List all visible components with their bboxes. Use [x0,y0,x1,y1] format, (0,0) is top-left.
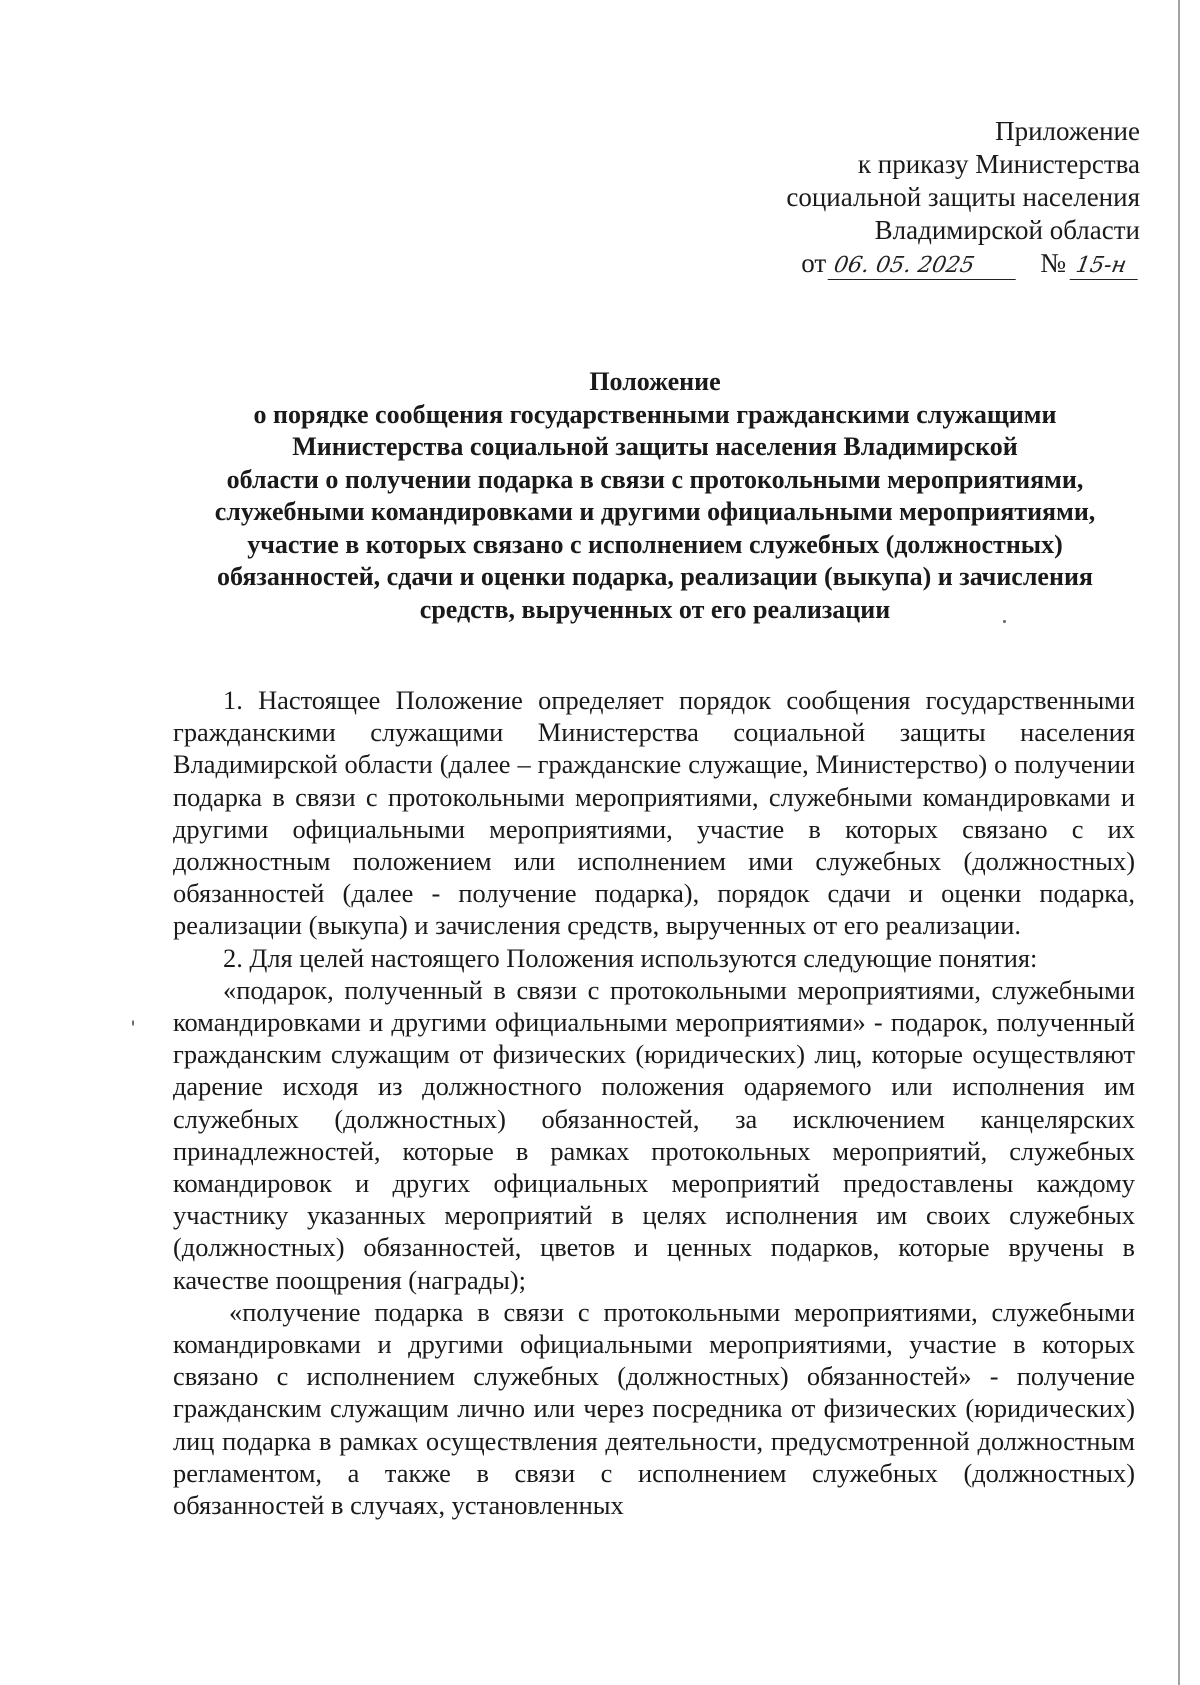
definition-receiving-gift: «получение подарка в связи с протокольными мероприятиями, служебными командировками и другими официальными мероприятиями, участие в которых связано с исполнением служебных (должностных) обязанностей» - получение гражданским служащим лично или через посредника от физических (юридических) лиц подарка в рамках осуществления деятельности, предусмотренной должностным регламентом, а также в связи с исполнением служебных (должностных) обязанностей в случаях, установленных [173,1296,1135,1521]
date-prefix: от [801,248,827,278]
scan-edge [1178,0,1180,1685]
paragraph-1: 1. Настоящее Положение определяет порядок сообщения государственными гражданскими служащими Министерства социальной защиты населения Владимирской области (далее – гражданские служащие, Министерство) о получении подарка в связи с протокольными мероприятиями, служебными командировками и другими официальными мероприятиями, участие в которых связано с их должностным положением или исполнением ими служебных (должностных) обязанностей (далее - получение подарка), порядок сдачи и оценки подарка, реализации (выкупа) и зачисления средств, вырученных от его реализации. [173,685,1135,941]
appendix-header [640,115,1140,280]
appendix-region: Владимирской области [874,215,1140,245]
order-date-line [640,247,1140,280]
handwritten-date: 06. 05. 2025 [828,253,1021,280]
title-line: средств, вырученных от его реализации [419,594,891,624]
paragraph-2: 2. Для целей настоящего Положения используются следующие понятия: [223,942,1038,973]
title-line: о порядке сообщения государственными гражданскими служащими [253,399,1057,429]
title-line: обязанностей, сдачи и оценки подарка, реализации (выкупа) и зачисления [217,562,1093,591]
title-line: Министерства социальной защиты населения Владимирской [292,432,1018,461]
appendix-order-ref: к приказу Министерства [857,149,1140,179]
document-title [175,366,1135,626]
title-line: Положение [589,367,721,396]
title-line: служебными командировками и другими официальными мероприятиями, [214,497,1096,526]
scan-speck [132,1020,134,1026]
number-label: № [1040,248,1066,278]
title-line: участие в которых связано с исполнением служебных (должностных) [247,529,1063,559]
document-body [173,684,1135,1521]
handwritten-number: 15-н [1070,253,1143,280]
appendix-title: Приложение [995,116,1140,146]
appendix-ministry: социальной защиты населения [786,182,1140,212]
definition-gift: «подарок, полученный в связи с протокольными мероприятиями, служебными командировками и другими официальными мероприятиями» - подарок, полученный гражданским служащим от физических (юридических) лиц, которые осуществляют дарение исходя из должностного положения одаряемого или исполнения им служебных (должностных) обязанностей, за исключением канцелярских принадлежностей, которые в рамках протокольных мероприятий, служебных командировок и других официальных мероприятий предоставлены каждому участнику указанных мероприятий в целях исполнения им своих служебных (должностных) обязанностей, цветов и ценных подарков, которые вручены в качестве поощрения (награды); [173,974,1135,1295]
title-line: области о получении подарка в связи с протокольными мероприятиями, [226,464,1084,494]
